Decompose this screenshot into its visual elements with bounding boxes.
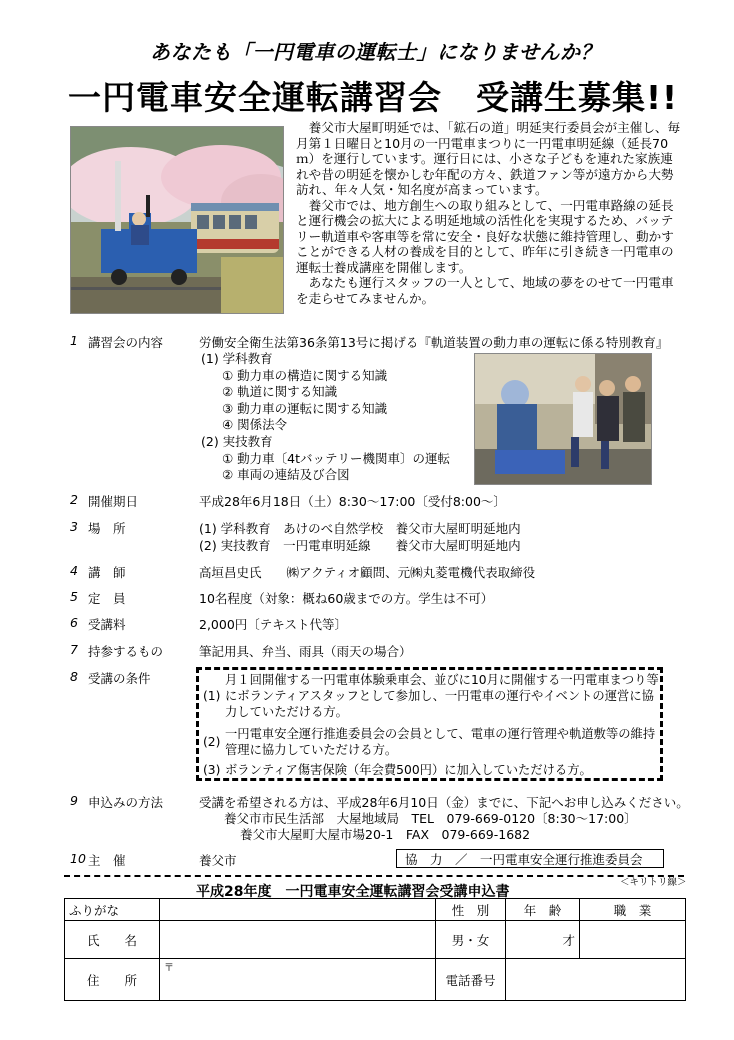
contact-line-1: 養父市市民生活部 大屋地域局 TEL 079-669-0120〔8:30～17:00〕 xyxy=(224,811,637,826)
course-sub-a1: ① 動力車の構造に関する知識 xyxy=(222,368,388,383)
intro-text xyxy=(296,120,682,306)
phone-label: 電話番号 xyxy=(436,959,506,1001)
item-label: 持参するもの xyxy=(88,644,164,659)
address-field[interactable] xyxy=(160,959,436,1001)
tagline: あなたも「一円電車の運転士」になりませんか？ xyxy=(150,40,601,64)
age-header: 年 齢 xyxy=(506,899,580,921)
item-value: 2,000円〔テキスト代等〕 xyxy=(199,617,348,632)
item-number: 9 xyxy=(70,793,78,808)
gender-field[interactable]: 男・女 xyxy=(436,921,506,959)
item-number: 1 xyxy=(70,333,78,348)
course-sub-a3: ③ 動力車の運転に関する知識 xyxy=(222,401,388,416)
item-number: 2 xyxy=(70,492,78,507)
item-number: 6 xyxy=(70,615,78,630)
train-photo xyxy=(70,126,284,314)
name-field[interactable] xyxy=(160,921,436,959)
page-title: 一円電車安全運転講習会 受講生募集!! xyxy=(68,78,679,117)
item-number: 4 xyxy=(70,563,78,578)
intro-paragraph-3: あなたも運行スタッフの一人として、地域の夢をのせて一円電車を走らせてみませんか。 xyxy=(296,275,674,306)
item-label: 定 員 xyxy=(88,591,126,606)
course-sub-b2: ② 車両の連結及び合図 xyxy=(222,467,350,482)
item-value: 10名程度（対象：概ね60歳までの方。学生は不可） xyxy=(199,591,494,606)
item-number: 7 xyxy=(70,642,78,657)
item-value: 受講を希望される方は、平成28年6月10日（金）までに、下記へお申し込みください。 xyxy=(199,795,689,810)
furigana-label: ふりがな xyxy=(65,899,160,921)
item-label: 受講料 xyxy=(88,617,126,632)
course-sub-b1: ① 動力車〔4tバッテリー機関車〕の運転 xyxy=(222,451,451,466)
item-value: 高垣昌史氏 ㈱アクティオ顧問、元㈱丸菱電機代表取締役 xyxy=(199,565,536,580)
intro-paragraph-2: 養父市では、地方創生への取り組みとして、一円電車路線の延長と運行機会の拡大による明延地域の活性化を実現するため、バッテリー軌道車や客車等を常に安全・良好な状態に維持管理し、動かすことができる人材の養成を目的として、昨年に引き続き一円電車の運転士養成講座を開催します。 xyxy=(296,197,674,275)
cooperation-box: 協 力 ／ 一円電車安全運行推進委員会 xyxy=(396,849,664,868)
item-value: 筆記用具、弁当、雨具（雨天の場合） xyxy=(199,644,412,659)
item-label: 講 師 xyxy=(88,565,126,580)
item-number: 8 xyxy=(70,669,78,684)
item-value: 労働安全衛生法第36条第13号に掲げる『軌道装置の動力車の運転に係る特別教育』 xyxy=(199,335,669,350)
item-label: 場 所 xyxy=(88,521,126,536)
address-label: 住 所 xyxy=(65,959,160,1001)
name-label: 氏 名 xyxy=(65,921,160,959)
item-value: 平成28年6月18日（土）8:30～17:00〔受付8:00～〕 xyxy=(199,494,506,509)
item-number: 3 xyxy=(70,519,78,534)
training-photo xyxy=(474,353,652,485)
intro-paragraph-1: 養父市大屋町明延では、「鉱石の道」明延実行委員会が主催し、毎月第１日曜日と10月の一円電車まつりに一円電車明延線（延長70ｍ）を運行しています。運行日には、小さな子どもを連れた家族連れや昔の明延を懐かしむ年配の方々、鉄道ファン等が遠方から大勢訪れ、年々人気・知名度が高まっています。 xyxy=(296,120,681,197)
occupation-field[interactable] xyxy=(580,921,686,959)
postal-mark: 〒 xyxy=(164,963,174,974)
occupation-header: 職 業 xyxy=(580,899,686,921)
condition-1: 月１回開催する一円電車体験乗車会、並びに10月に開催する一円電車まつり等にボランティアスタッフとして参加し、一円電車の運行やイベントの運営に協力していただける方。 xyxy=(225,673,659,719)
condition-3-number: (3) xyxy=(203,763,221,777)
item-label: 開催期日 xyxy=(88,494,139,509)
item-label: 申込みの方法 xyxy=(88,795,164,810)
cut-line xyxy=(64,875,684,877)
item-label: 受講の条件 xyxy=(88,671,151,686)
gender-header: 性 別 xyxy=(436,899,506,921)
item-label: 主 催 xyxy=(88,853,126,868)
item-value: (1) 学科教育 あけのべ自然学校 養父市大屋町明延地内 xyxy=(199,521,521,536)
course-sub-a: (1) 学科教育 xyxy=(201,351,273,366)
condition-3: ボランティア傷害保険（年会費500円）に加入していただける方。 xyxy=(225,763,592,777)
venue-line-2: (2) 実技教育 一円電車明延線 養父市大屋町明延地内 xyxy=(199,538,521,553)
application-form xyxy=(64,898,686,1001)
course-sub-a2: ② 軌道に関する知識 xyxy=(222,384,338,399)
item-label: 講習会の内容 xyxy=(88,335,164,350)
age-unit: 才 xyxy=(562,932,575,948)
conditions-box xyxy=(196,667,663,781)
course-sub-a4: ④ 関係法令 xyxy=(222,417,288,432)
condition-2-number: (2) xyxy=(203,735,221,749)
furigana-field[interactable] xyxy=(160,899,436,921)
age-field[interactable] xyxy=(506,921,580,959)
item-value: 養父市 xyxy=(199,853,237,868)
condition-2: 一円電車安全運行推進委員会の会員として、電車の運行管理や軌道敷等の維持管理に協力していただける方。 xyxy=(225,727,656,757)
course-sub-b: (2) 実技教育 xyxy=(201,434,273,449)
condition-1-number: (1) xyxy=(203,689,221,703)
phone-field[interactable] xyxy=(506,959,686,1001)
cut-line-label: ＜キリトリ線＞ xyxy=(620,877,687,888)
contact-line-2: 養父市大屋町大屋市場20-1 FAX 079-669-1682 xyxy=(240,827,531,842)
form-title: 平成28年度 一円電車安全運転講習会受講申込書 xyxy=(196,884,510,900)
item-number: 10 xyxy=(70,851,86,866)
item-number: 5 xyxy=(70,589,78,604)
